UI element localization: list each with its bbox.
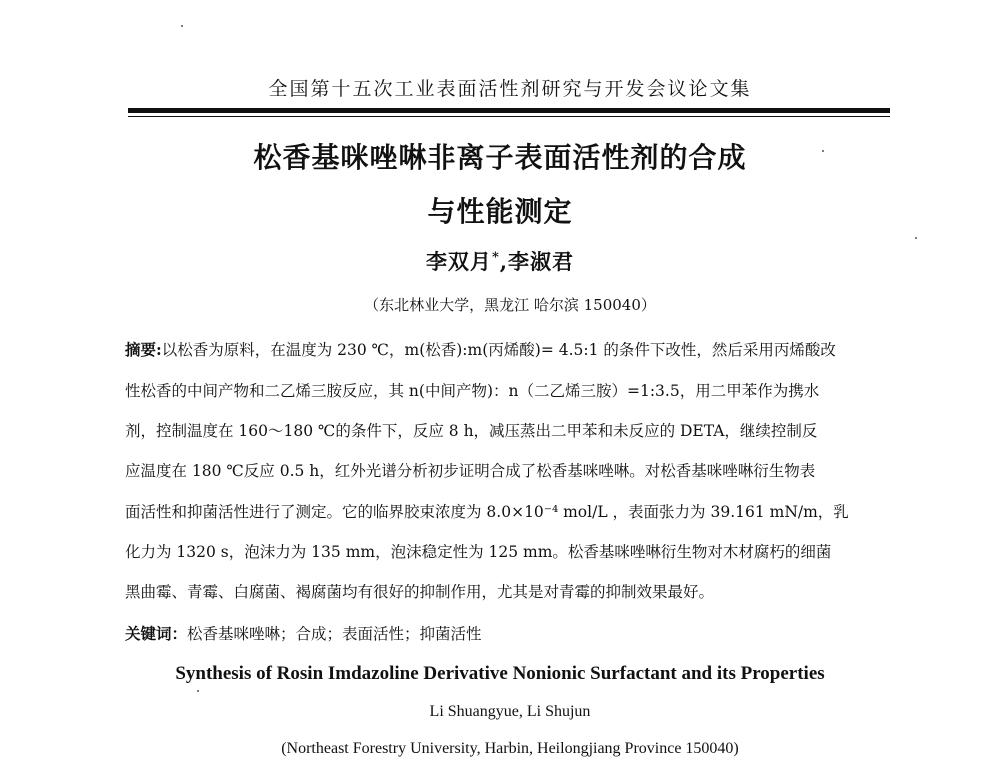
abstract-line-6: 化力为 1320 s，泡沫力为 135 mm，泡沫稳定性为 125 mm。松香基咪唑啉衍生物对木材腐朽的细菌 bbox=[125, 543, 832, 561]
paper-title-line-2: 与性能测定 bbox=[427, 195, 573, 228]
corresponding-mark: * bbox=[491, 250, 500, 265]
scan-speck bbox=[181, 25, 183, 27]
scan-speck bbox=[822, 150, 824, 152]
abstract-text-1: 以松香为原料，在温度为 230 ℃，m(松香):m(丙烯酸)= 4.5:1 的条件下改性，然后采用丙烯酸改 bbox=[161, 341, 836, 359]
affiliation-cn: （东北林业大学，黑龙江 哈尔滨 150040） bbox=[364, 296, 656, 314]
abstract-line-4: 应温度在 180 ℃反应 0.5 h，红外光谱分析初步证明合成了松香基咪唑啉。对松香基咪唑啉衍生物表 bbox=[125, 462, 816, 480]
english-title: Synthesis of Rosin Imdazoline Derivative Nonionic Surfactant and its Properties bbox=[175, 663, 825, 684]
abstract-line-5: 面活性和抑菌活性进行了测定。它的临界胶束浓度为 8.0×10⁻⁴ mol/L ，表面张力为 39.161 mN/m，乳 bbox=[125, 503, 849, 521]
scan-speck bbox=[915, 237, 917, 239]
author-2: ,李淑君 bbox=[499, 249, 575, 274]
keywords bbox=[125, 622, 482, 644]
keywords-label: 关键词： bbox=[125, 624, 188, 643]
keywords-text: 松香基咪唑啉；合成；表面活性；抑菌活性 bbox=[187, 625, 482, 643]
abstract-line-2: 性松香的中间产物和二乙烯三胺反应，其 n(中间产物)：n（二乙烯三胺）=1:3.5，用二甲苯作为携水 bbox=[125, 382, 820, 400]
abstract-line-3: 剂，控制温度在 160～180 ℃的条件下，反应 8 h，减压蒸出二甲苯和未反应的 DETA，继续控制反 bbox=[125, 422, 818, 440]
abstract-line-1 bbox=[125, 340, 895, 360]
english-affiliation: (Northeast Forestry University, Harbin, Heilongjiang Province 150040) bbox=[281, 740, 739, 757]
abstract-line-7: 黑曲霉、青霉、白腐菌、褐腐菌均有很好的抑制作用，尤其是对青霉的抑制效果最好。 bbox=[125, 583, 715, 601]
authors-cn bbox=[300, 246, 700, 276]
paper-title-line-1: 松香基咪唑啉非离子表面活性剂的合成 bbox=[253, 141, 747, 174]
author-1: 李双月 bbox=[425, 249, 492, 274]
abstract-label: 摘要: bbox=[125, 340, 162, 359]
running-header: 全国第十五次工业表面活性剂研究与开发会议论文集 bbox=[268, 78, 752, 100]
header-rule-thin bbox=[128, 116, 890, 117]
header-rule-thick bbox=[128, 108, 890, 113]
scan-speck bbox=[197, 690, 199, 692]
english-authors: Li Shuangyue, Li Shujun bbox=[429, 703, 591, 720]
